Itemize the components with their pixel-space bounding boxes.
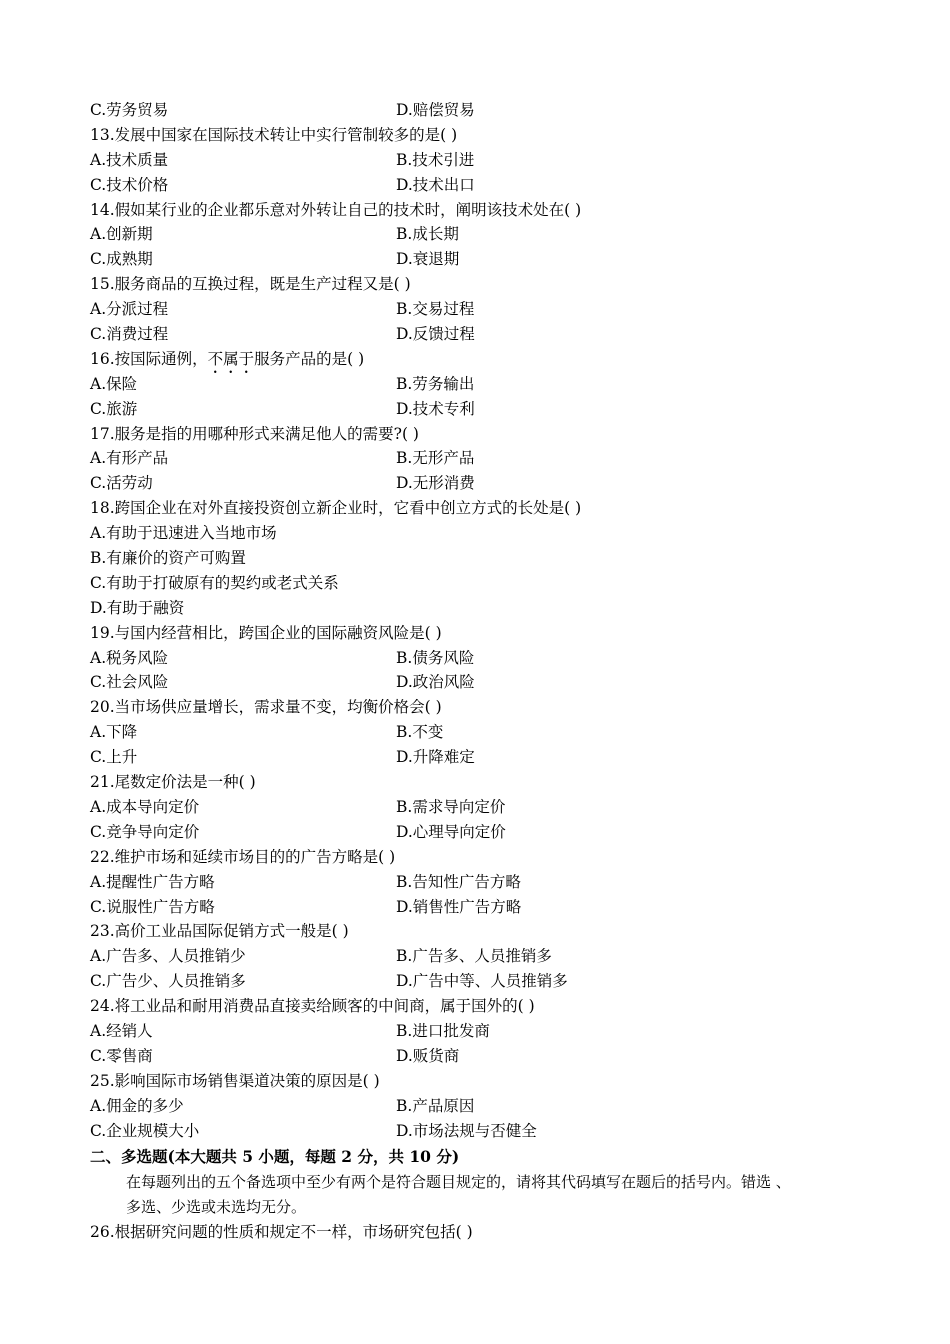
option-left: A.广告多、人员推销少 xyxy=(90,947,246,966)
option-right: B.无形产品 xyxy=(396,449,475,468)
option-left: C.社会风险 xyxy=(90,673,169,692)
question-line: 18.跨国企业在对外直接投资创立新企业时，它看中创立方式的长处是( ) xyxy=(90,499,582,518)
question-line: 20.当市场供应量增长，需求量不变，均衡价格会( ) xyxy=(90,698,442,717)
option-right: B.技术引进 xyxy=(396,150,475,169)
section-heading: 二、多选题(本大题共 5 小题，每题 2 分，共 10 分) xyxy=(90,1147,460,1166)
option-right: D.心理导向定价 xyxy=(396,822,506,841)
option-row xyxy=(90,670,890,695)
question-line: B.有廉价的资产可购置 xyxy=(90,549,246,568)
option-left: C.活劳动 xyxy=(90,474,153,493)
question-line: 22.维护市场和延续市场目的的广告方略是( ) xyxy=(90,847,396,866)
option-right: B.广告多、人员推销多 xyxy=(396,947,552,966)
option-left: A.税务风险 xyxy=(90,648,169,667)
option-row xyxy=(90,820,890,845)
option-left: A.保险 xyxy=(90,374,138,393)
option-right: D.广告中等、人员推销多 xyxy=(396,972,568,991)
question-line: C.有助于打破原有的契约或老式关系 xyxy=(90,573,339,592)
option-left: A.提醒性广告方略 xyxy=(90,872,215,891)
option-left: A.佣金的多少 xyxy=(90,1096,184,1115)
option-row xyxy=(90,1094,890,1119)
question-line: 13.发展中国家在国际技术转让中实行管制较多的是( ) xyxy=(90,125,458,144)
option-right: B.进口批发商 xyxy=(396,1021,490,1040)
question-line: 23.高价工业品国际促销方式一般是( ) xyxy=(90,922,349,941)
option-row xyxy=(90,148,890,173)
option-right: D.技术出口 xyxy=(396,175,475,194)
option-row xyxy=(90,372,890,397)
option-left: C.旅游 xyxy=(90,399,138,418)
option-right: B.不变 xyxy=(396,723,444,742)
option-right: D.市场法规与否健全 xyxy=(396,1121,537,1140)
section-instruction-line-2: 多选、少选或未选均无分。 xyxy=(126,1197,307,1216)
exam-page xyxy=(90,98,890,1143)
option-row xyxy=(90,471,890,496)
option-row xyxy=(90,173,890,198)
question-line: 15.服务商品的互换过程，既是生产过程又是( ) xyxy=(90,275,411,294)
option-row xyxy=(90,795,890,820)
question-line: D.有助于融资 xyxy=(90,598,185,617)
option-right: D.无形消费 xyxy=(396,474,475,493)
option-right: D.贩货商 xyxy=(396,1046,460,1065)
option-left: C.竞争导向定价 xyxy=(90,822,200,841)
option-row xyxy=(90,1044,890,1069)
option-left: A.技术质量 xyxy=(90,150,169,169)
question-line: 17.服务是指的用哪种形式来满足他人的需要?( ) xyxy=(90,424,419,443)
question-line: 24.将工业品和耐用消费品直接卖给顾客的中间商，属于国外的( ) xyxy=(90,997,535,1016)
option-right: D.技术专利 xyxy=(396,399,475,418)
option-row xyxy=(90,222,890,247)
question-line xyxy=(90,347,890,372)
option-row xyxy=(90,98,890,123)
option-left: A.成本导向定价 xyxy=(90,797,200,816)
option-row xyxy=(90,322,890,347)
option-left: A.下降 xyxy=(90,723,138,742)
option-row xyxy=(90,969,890,994)
question-line: 21.尾数定价法是一种( ) xyxy=(90,773,256,792)
option-row xyxy=(90,646,890,671)
emphasis-text: 不属于 xyxy=(207,349,255,368)
question-text: 16.按国际通例， xyxy=(90,349,208,368)
option-left: C.技术价格 xyxy=(90,175,169,194)
option-left: C.劳务贸易 xyxy=(90,101,169,119)
option-row xyxy=(90,745,890,770)
option-right: D.政治风险 xyxy=(396,673,475,692)
option-left: C.广告少、人员推销多 xyxy=(90,972,246,991)
option-row xyxy=(90,1119,890,1144)
option-right: B.成长期 xyxy=(396,225,459,244)
question-text: 服务产品的是( ) xyxy=(254,349,365,368)
option-right: B.需求导向定价 xyxy=(396,797,506,816)
option-right: D.衰退期 xyxy=(396,250,460,269)
option-row xyxy=(90,944,890,969)
option-left: C.上升 xyxy=(90,748,138,767)
option-right: D.销售性广告方略 xyxy=(396,897,522,916)
option-left: A.有形产品 xyxy=(90,449,169,468)
option-right: D.赔偿贸易 xyxy=(396,101,475,119)
option-row xyxy=(90,446,890,471)
option-row xyxy=(90,1019,890,1044)
option-left: C.企业规模大小 xyxy=(90,1121,200,1140)
option-row xyxy=(90,297,890,322)
option-right: B.产品原因 xyxy=(396,1096,475,1115)
option-row xyxy=(90,720,890,745)
option-right: D.反馈过程 xyxy=(396,325,475,344)
option-left: C.成熟期 xyxy=(90,250,153,269)
option-right: B.交易过程 xyxy=(396,300,475,319)
option-row xyxy=(90,895,890,920)
option-left: A.分派过程 xyxy=(90,300,169,319)
section-instruction-line-1: 在每题列出的五个备选项中至少有两个是符合题目规定的，请将其代码填写在题后的括号内。错选 、 xyxy=(126,1172,791,1191)
option-right: B.债务风险 xyxy=(396,648,475,667)
option-right: B.劳务输出 xyxy=(396,374,475,393)
option-row xyxy=(90,247,890,272)
option-row xyxy=(90,397,890,422)
question-line: 19.与国内经营相比，跨国企业的国际融资风险是( ) xyxy=(90,623,442,642)
option-row xyxy=(90,870,890,895)
question-line: 25.影响国际市场销售渠道决策的原因是( ) xyxy=(90,1071,380,1090)
option-right: D.升降难定 xyxy=(396,748,475,767)
option-left: A.创新期 xyxy=(90,225,153,244)
question-26: 26.根据研究问题的性质和规定不一样，市场研究包括( ) xyxy=(90,1222,473,1241)
question-line: 14.假如某行业的企业都乐意对外转让自己的技术时，阐明该技术处在( ) xyxy=(90,200,582,219)
option-left: C.零售商 xyxy=(90,1046,153,1065)
question-line: A.有助于迅速进入当地市场 xyxy=(90,524,277,543)
option-left: C.说服性广告方略 xyxy=(90,897,215,916)
option-left: A.经销人 xyxy=(90,1021,153,1040)
option-left: C.消费过程 xyxy=(90,325,169,344)
option-right: B.告知性广告方略 xyxy=(396,872,521,891)
section-two xyxy=(90,1145,910,1245)
